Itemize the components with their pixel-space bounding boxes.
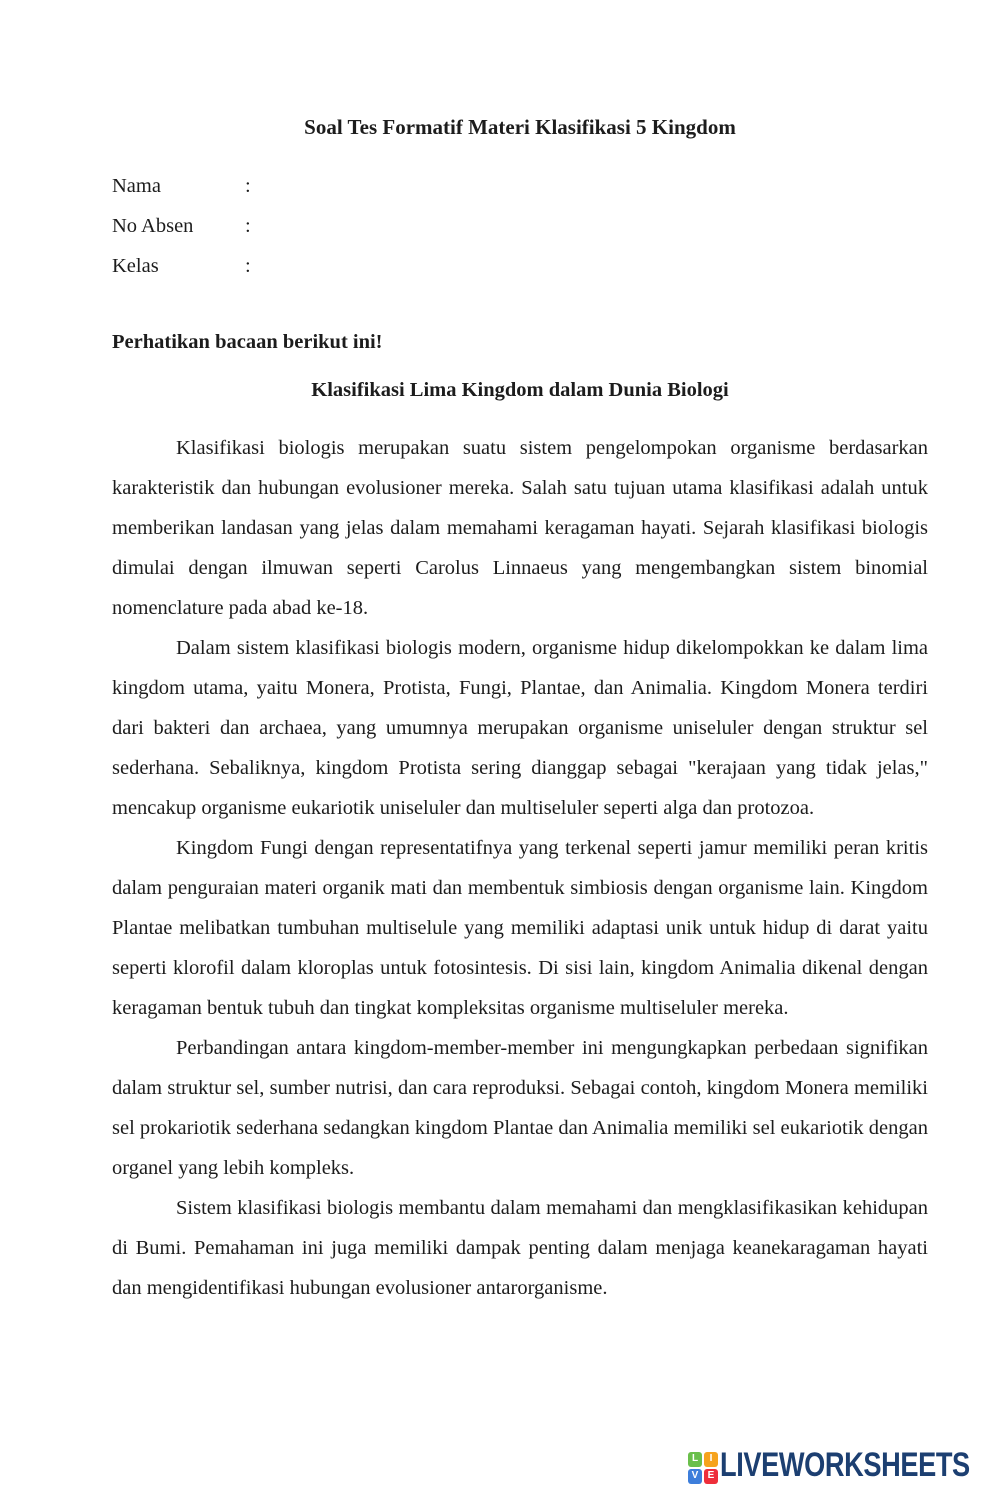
- document-content: [112, 114, 928, 1308]
- no-absen-colon: :: [245, 215, 251, 237]
- document-title: Soal Tes Formatif Materi Klasifikasi 5 Kingdom: [304, 115, 736, 139]
- logo-tile-l: L: [688, 1452, 702, 1467]
- nama-label: Nama: [112, 175, 161, 197]
- form-row-no-absen: [112, 206, 928, 246]
- form-row-kelas: [112, 246, 928, 286]
- instruction-text: Perhatikan bacaan berikut ini!: [112, 331, 383, 353]
- logo-tile-i: I: [704, 1452, 718, 1467]
- nama-colon: :: [245, 175, 251, 197]
- nama-answer-area[interactable]: [251, 173, 671, 201]
- no-absen-answer-area[interactable]: [251, 213, 671, 241]
- liveworksheets-logo[interactable]: [688, 1446, 1000, 1485]
- reading-passage: [112, 428, 928, 1308]
- reading-paragraph-5: Sistem klasifikasi biologis membantu dalam memahami dan mengklasifikasikan kehidupan di Bumi. Pemahaman ini juga memiliki dampak penting dalam menjaga keanekaragaman hayati dan mengidentifikasi hubungan evolusioner antarorganisme.: [112, 1197, 928, 1299]
- student-info-form: [112, 166, 928, 286]
- kelas-answer-area[interactable]: [251, 253, 671, 281]
- logo-tile-v: V: [688, 1469, 702, 1484]
- reading-passage-title: Klasifikasi Lima Kingdom dalam Dunia Biologi: [311, 379, 729, 401]
- no-absen-label: No Absen: [112, 215, 194, 237]
- logo-tile-e: E: [704, 1469, 718, 1484]
- liveworksheets-grid-icon: [688, 1452, 718, 1484]
- kelas-colon: :: [245, 255, 251, 277]
- kelas-label: Kelas: [112, 255, 159, 277]
- reading-paragraph-1: Klasifikasi biologis merupakan suatu sistem pengelompokan organisme berdasarkan karakteristik dan hubungan evolusioner mereka. Salah satu tujuan utama klasifikasi adalah untuk memberikan landasan yang jelas dalam memahami keragaman hayati. Sejarah klasifikasi biologis dimulai dengan ilmuwan seperti Carolus Linnaeus yang mengembangkan sistem binomial nomenclature pada abad ke-18.: [112, 437, 928, 619]
- form-row-nama: [112, 166, 928, 206]
- liveworksheets-wordmark: LIVEWORKSHEETS: [720, 1446, 970, 1484]
- reading-paragraph-2: Dalam sistem klasifikasi biologis modern, organisme hidup dikelompokkan ke dalam lima kingdom utama, yaitu Monera, Protista, Fungi, Plantae, dan Animalia. Kingdom Monera terdiri dari bakteri dan archaea, yang umumnya merupakan organisme uniseluler dengan struktur sel sederhana. Sebaliknya, kingdom Protista sering dianggap sebagai "kerajaan yang tidak jelas," mencakup organisme eukariotik uniseluler dan multiseluler seperti alga dan protozoa.: [112, 637, 928, 819]
- reading-paragraph-4: Perbandingan antara kingdom-member-member ini mengungkapkan perbedaan signifikan dalam struktur sel, sumber nutrisi, dan cara reproduksi. Sebagai contoh, kingdom Monera memiliki sel prokariotik sederhana sedangkan kingdom Plantae dan Animalia memiliki sel eukariotik dengan organel yang lebih kompleks.: [112, 1037, 928, 1179]
- reading-paragraph-3: Kingdom Fungi dengan representatifnya yang terkenal seperti jamur memiliki peran kritis dalam penguraian materi organik mati dan membentuk simbiosis dengan organisme lain. Kingdom Plantae melibatkan tumbuhan multiselule yang memiliki adaptasi unik untuk hidup di darat yaitu seperti klorofil dalam kloroplas untuk fotosintesis. Di sisi lain, kingdom Animalia dikenal dengan keragaman bentuk tubuh dan tingkat kompleksitas organisme multiseluler mereka.: [112, 837, 928, 1019]
